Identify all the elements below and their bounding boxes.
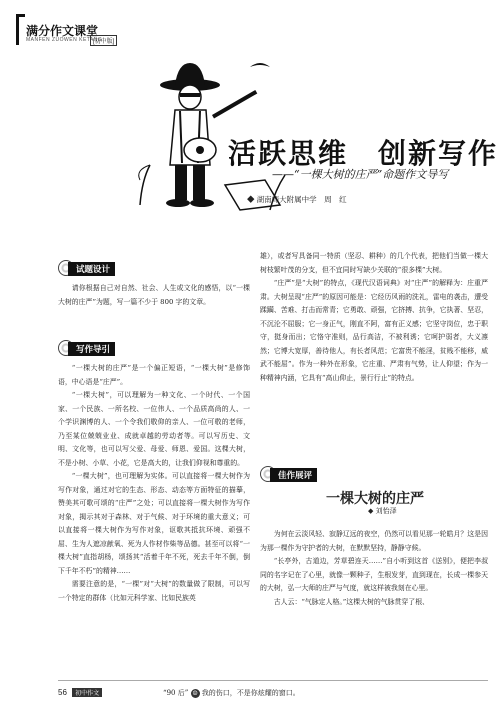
section-label: 写作导引 <box>68 342 115 356</box>
paragraph: 古人云：“气脉定人格。”这棵大树的气脉贯穿了根、 <box>273 597 429 606</box>
paragraph: “一棵大树”，可以理解为一种文化、一个时代、一个国家、一个民族、一所名校、一位伟人、一个品质高尚的人、一个学识渊博的人、一个令我们敬仰的亲人、一位可敬的老师，乃至某位兢兢业业、成就卓越的劳动者等。可以写历史、文明、文化等，也可以写父爱、母爱、师恩、爱国。这棵大树，不是小树、小草、小花，它是高大的，让我们仰视和尊重的。 <box>58 391 250 467</box>
paragraph: 请你根据自己对自然、社会、人生或文化的感悟，以“一棵大树的庄严”为题，写一篇不少于 800 字的文章。 <box>58 284 250 306</box>
paragraph: “庄严”是“大树”的特点，《现代汉语词典》对“庄严”的解释为：庄重严肃。大树呈现“庄严”的原因可能是：它经历风雨的洗礼，雷电的袭击，遭受蹂躏、苦难、打击而常青；它勇敢、顽强，它挤搏、抗争，它执著、坚忍，不沉沦不屈服；它一身正气，刚直不阿，富有正义感；它坚守岗位，忠于职守，挺身而出；它恪守准则，品行高洁，不被利诱；它呵护弱者，大义凛然；它博大宽厚，善待他人，有长者风范；它富贵不能淫，贫贱不能移，威武不能屈”。作为一种外在形象，它庄重、严肃有气势，让人仰望；作为一种精神内涵，它具有“高山仰止，景行行止”的特点。 <box>260 279 488 382</box>
paragraph: 雄），或者写具备同一特质（坚忍、耕种）的几个代表，把他们当做一棵大树枝繁叶茂的分支，但不宜同时写缺少关联的“很多棵”大树。 <box>260 252 488 274</box>
section-heading-essay <box>260 466 488 482</box>
article-author: ◆ 湖南师大附属中学 周 红 <box>247 195 347 204</box>
section-heading-guide <box>58 340 250 356</box>
footer-quote <box>163 688 300 698</box>
brand-tag: [初中版] <box>90 35 117 46</box>
footer-page-info <box>58 688 102 697</box>
paragraph: “一棵大树的庄严”是一个偏正短语，“一棵大树”是修饰语，中心语是“庄严”。 <box>58 364 250 386</box>
paragraph: 为何在云淡风轻、寂静辽远的夜空，仍然可以看见那一轮皓月？这是因为那一棵作为守护者的大树，在默默坚持，静静守候。 <box>260 530 488 552</box>
article-subtitle: ——“一棵大树的庄严”命题作文导写 <box>272 168 449 181</box>
quote-prefix: “90 后” <box>163 689 189 697</box>
smile-icon: ☺ <box>192 689 198 697</box>
design-text-block <box>58 282 250 309</box>
essay-title: 一棵大树的庄严 <box>326 491 424 507</box>
right-text-block <box>260 250 488 385</box>
section-heading-design <box>58 260 250 276</box>
section-label: 试题设计 <box>68 262 115 276</box>
paragraph: “长亭外，古道边，芳草碧连天……”自小听到这首《送别》，便把李叔同的名字记在了心里，就像一颗种子，生根发芽，直到现在，长成一棵参天的大树，弘一大师的庄严与气度，就这样被我刻在心里。 <box>260 557 488 592</box>
section-label: 佳作展评 <box>270 468 317 482</box>
magazine-brand <box>10 8 160 48</box>
footer-rule <box>58 680 488 681</box>
paragraph: “一棵大树”，也可理解为实体。可以直接将一棵大树作为写作对象，通过对它的生态、形态、动态等方面特征的描摹，赞美其可歌可颂的“庄严”之处；可以直接将一棵大树作为写作对象，揭示其对于森林、对于气候、对于环境的重大意义；可以直接将一棵大树作为写作对象，讴歌其抵抗环境、顽强不屈、生为人遮凉献氧、死为人作材作柴等品德。甚至可以将“一棵大树”直指胡杨，颂扬其“活着千年不死，死去千年不倒，倒下千年不朽”的精神…… <box>58 472 250 575</box>
essay-text-block <box>260 528 488 609</box>
guide-text-block <box>58 362 250 605</box>
quote-text: 我的伤口，不是你炫耀的窗口。 <box>201 689 300 697</box>
brand-logo-sub: MANFEN ZUOWEN KETANG <box>26 37 103 43</box>
brand-logo: 满分作文课堂 <box>26 24 99 38</box>
essay-author: ◆ 刘怡泽 <box>368 507 397 515</box>
paragraph: 需要注意的是，“一棵”对“大树”的数量做了限制，可以写一个特定的群体（比如元科学家、比如民族英 <box>58 580 250 602</box>
magazine-name: 初中作文 <box>72 688 102 697</box>
brand-hook-icon <box>16 14 25 45</box>
article-title: 活跃思维 创新写作 <box>228 137 499 170</box>
page-number: 56 <box>58 688 67 697</box>
